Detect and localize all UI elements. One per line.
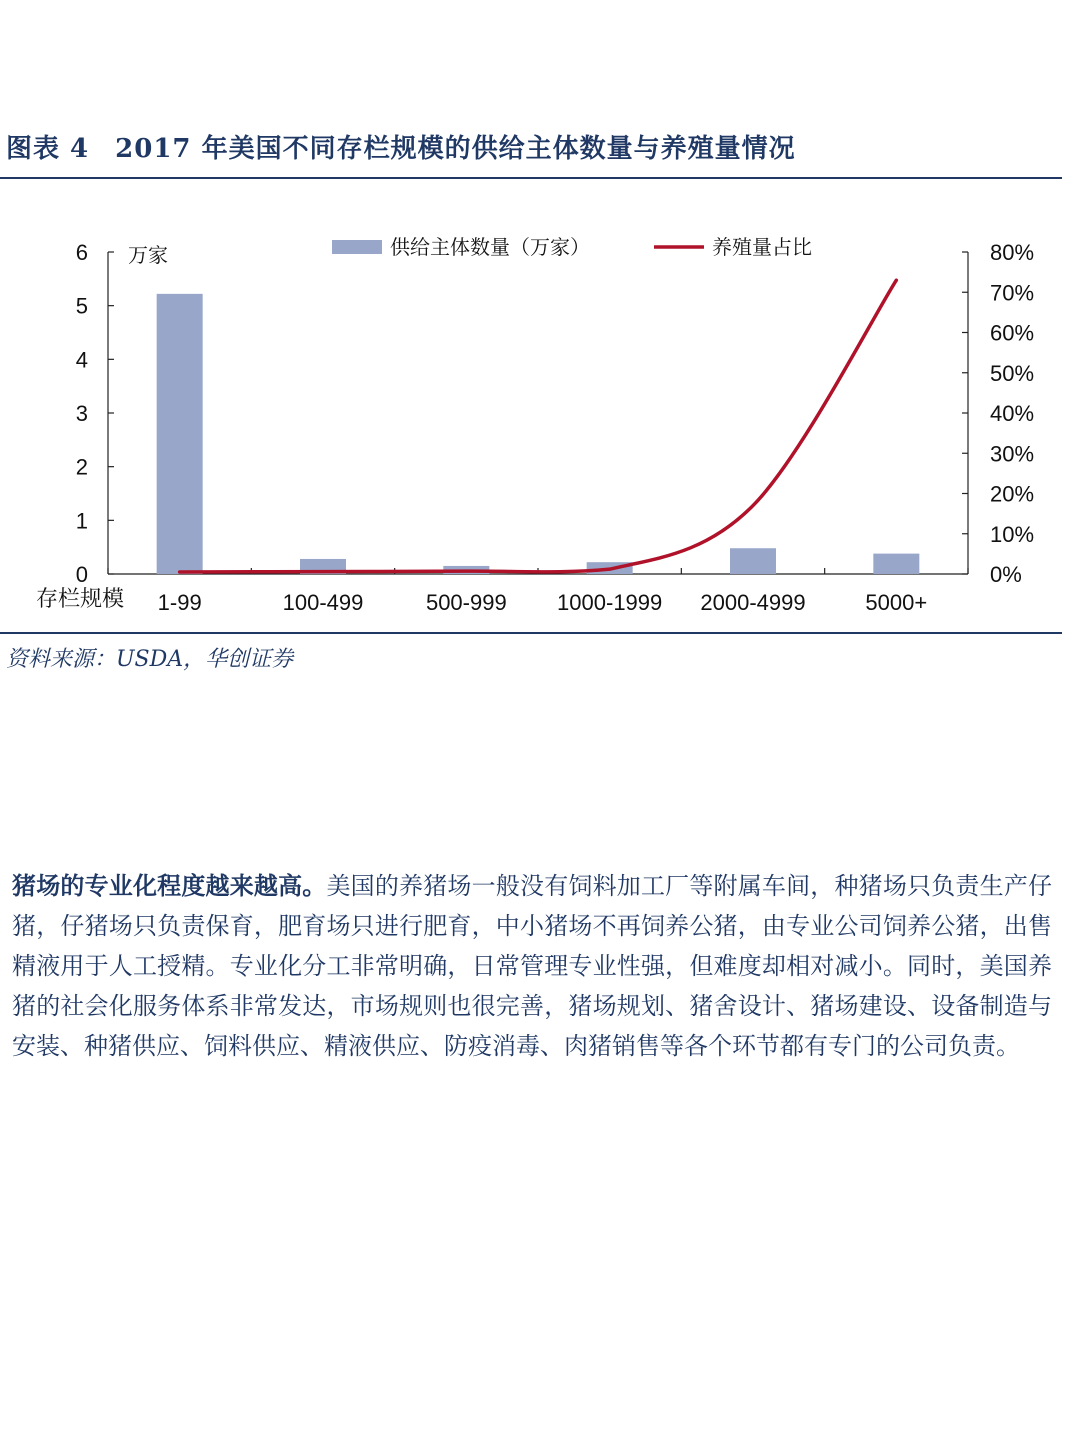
body-paragraph	[12, 866, 1052, 1066]
body-text: 美国的养猪场一般没有饲料加工厂等附属车间，种猪场只负责生产仔猪，仔猪场只负责保育，肥育场只进行肥育，中小猪场不再饲养公猪，由专业公司饲养公猪，出售精液用于人工授精。专业化分工非常明确，日常管理专业性强，但难度却相对减小。同时，美国养猪的社会化服务体系非常发达，市场规则也很完善，猪场规划、猪舍设计、猪场建设、设备制造与安装、种猪供应、饲料供应、精液供应、防疫消毒、肉猪销售等各个环节都有专门的公司负责。	[12, 872, 1053, 1060]
left-tick-label: 3	[75, 401, 88, 426]
x-tick-label: 1-99	[157, 590, 202, 615]
source-divider	[0, 632, 1062, 634]
left-tick-label: 6	[75, 240, 88, 265]
x-tick-label: 500-999	[425, 590, 507, 615]
left-tick-label: 4	[75, 347, 88, 373]
figure-title-text: 2017 年美国不同存栏规模的供给主体数量与养殖量情况	[115, 134, 796, 164]
line-series	[180, 280, 897, 572]
right-tick-label: 20%	[990, 481, 1035, 507]
title-divider	[0, 177, 1062, 179]
right-tick-label: 40%	[990, 401, 1035, 426]
x-axis-label: 存栏规模	[36, 587, 125, 612]
chart	[0, 180, 1080, 632]
legend-label-line: 养殖量占比	[712, 235, 812, 259]
legend	[332, 235, 812, 259]
x-tick-label: 2000-4999	[700, 590, 806, 615]
figure-title	[6, 128, 1066, 165]
right-tick-label: 30%	[990, 441, 1035, 467]
body-lead: 猪场的专业化程度越来越高。	[12, 871, 327, 900]
x-tick-label: 1000-1999	[557, 590, 663, 615]
right-tick-label: 70%	[990, 280, 1035, 306]
left-tick-label: 1	[75, 508, 88, 534]
source-note: 资料来源：USDA，华创证券	[6, 647, 294, 672]
legend-label-bars: 供给主体数量（万家）	[390, 235, 590, 259]
left-axis-unit: 万家	[128, 243, 168, 267]
left-tick-label: 2	[75, 454, 88, 480]
left-tick-label: 5	[75, 293, 88, 319]
left-tick-label: 0	[75, 562, 88, 587]
right-tick-label: 60%	[990, 320, 1035, 346]
line-path	[180, 280, 897, 572]
x-tick-label: 5000+	[865, 590, 928, 615]
figure-number: 图表 4	[6, 134, 90, 164]
x-tick-label: 100-499	[282, 590, 364, 615]
right-tick-label: 10%	[990, 521, 1035, 547]
bar	[873, 554, 919, 574]
right-tick-label: 0%	[990, 562, 1022, 587]
bar	[157, 294, 203, 574]
bar	[730, 548, 776, 574]
chart-axes	[108, 252, 968, 574]
right-tick-label: 80%	[990, 240, 1035, 265]
legend-swatch-bars	[332, 240, 382, 254]
right-tick-label: 50%	[990, 360, 1035, 386]
